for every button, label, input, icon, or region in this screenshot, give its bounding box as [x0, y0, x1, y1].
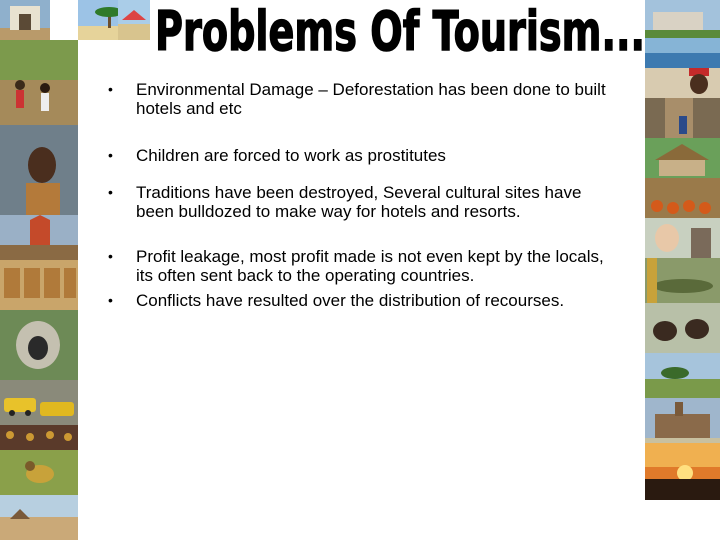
tree-trunk-photo — [645, 98, 720, 138]
bullet-item — [108, 80, 608, 118]
bullet-item — [108, 183, 608, 221]
crocodile-photo — [645, 258, 720, 303]
woman-portrait-photo — [0, 125, 78, 215]
bullet-marker: • — [108, 147, 113, 163]
mosque-photo — [645, 398, 720, 443]
bullet-marker: • — [108, 292, 113, 308]
bullet-text: Children are forced to work as prostitutes — [136, 146, 446, 165]
right-photo-strip — [645, 0, 720, 540]
bullet-list — [108, 80, 608, 310]
monkey-photo — [0, 310, 78, 380]
bird-photo — [0, 450, 78, 495]
arch-monument-photo — [0, 0, 50, 40]
bullet-marker: • — [108, 184, 113, 200]
woven-baskets-photo — [0, 260, 78, 310]
bullet-item — [108, 247, 608, 285]
bullet-item — [108, 146, 608, 165]
bullet-marker: • — [108, 81, 113, 97]
beach-umbrella-photo — [118, 0, 150, 40]
bullet-marker: • — [108, 248, 113, 264]
market-stall-photo — [0, 215, 78, 260]
crowd-photo — [0, 425, 78, 450]
title-text: Problems Of Tourism... — [155, 0, 645, 62]
hotel-photo — [645, 0, 720, 38]
yellow-taxis-photo — [0, 380, 78, 425]
bullet-text: Environmental Damage – Deforestation has been done to built hotels and etc — [136, 80, 606, 118]
bullet-text: Profit leakage, most profit made is not even kept by the locals, its often sent back to the operating countries. — [136, 247, 604, 285]
slide-title — [150, 0, 650, 62]
left-photo-strip — [0, 40, 78, 540]
fruit-market-photo — [645, 178, 720, 218]
bullet-item — [108, 291, 608, 310]
bullet-text: Conflicts have resulted over the distribution of recourses. — [136, 291, 565, 310]
coast-photo — [645, 38, 720, 68]
child-portrait-photo — [645, 218, 720, 258]
savanna-photo — [645, 353, 720, 398]
bullet-text: Traditions have been destroyed, Several cultural sites have been bulldozed to make way for hotels and resorts. — [136, 183, 582, 221]
sunset-photo — [645, 443, 720, 500]
people-crowd-photo — [0, 40, 78, 125]
lodge-photo — [645, 138, 720, 178]
village-photo — [0, 495, 78, 540]
vultures-photo — [645, 303, 720, 353]
man-red-hat-photo — [645, 68, 720, 98]
